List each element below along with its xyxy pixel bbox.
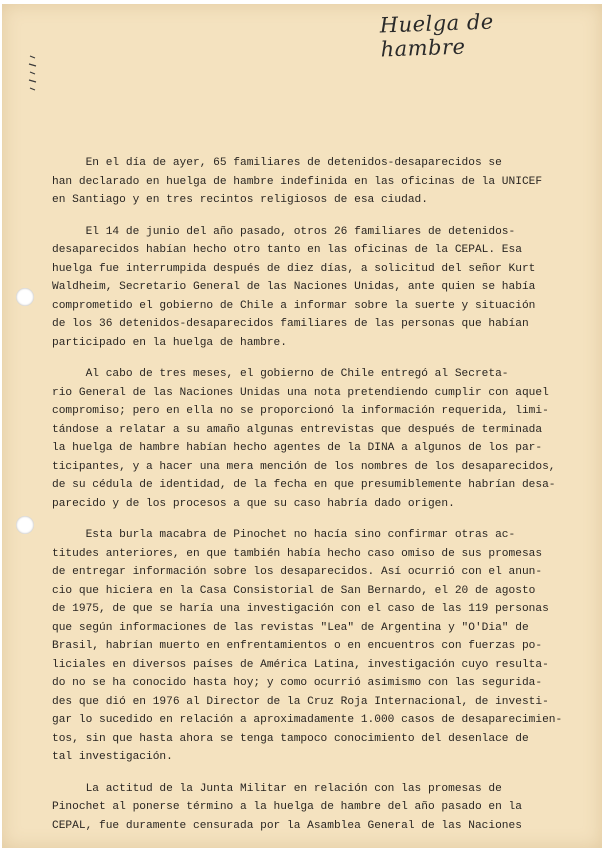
text-line: Waldheim, Secretario General de las Naciones Unidas, ante quien se había — [52, 281, 536, 293]
margin-scribble — [26, 52, 40, 94]
typed-body-text — [52, 154, 563, 848]
text-line: El 14 de junio del año pasado, otros 26 familiares de detenidos- — [52, 225, 516, 238]
text-line: huelga fue interrumpida después de diez días, a solicitud del señor Kurt — [52, 262, 536, 275]
text-line: comprometido el gobierno de Chile a informar sobre la suerte y situación — [52, 299, 536, 312]
text-line: tal investigación. — [52, 751, 173, 763]
text-line: compromiso; pero en ella no se proporcionó la información requerida, limi- — [52, 405, 549, 417]
text-line: la huelga de hambre habían hecho agentes de la DINA a algunos de los par- — [52, 442, 543, 454]
text-line: parecido y de los procesos a que su caso habría dado origen. — [52, 497, 455, 510]
text-line: Pinochet al ponerse término a la huelga de hambre del año pasado en la — [52, 801, 522, 813]
text-line: titudes anteriores, en que también había hecho caso omiso de sus promesas — [52, 547, 543, 560]
text-line: Esta burla macabra de Pinochet no hacía sino confirmar otras ac- — [52, 529, 516, 541]
text-line: des que dió en 1976 al Director de la Cruz Roja Internacional, de investi- — [52, 695, 549, 708]
text-line: de su cédula de identidad, de la fecha en que presumiblemente habrían desa- — [52, 479, 556, 491]
text-line: Brasil, habrían muerto en enfrentamientos o en encuentros con fuerzas po- — [52, 640, 543, 652]
text-line: de 1975, de que se haría una investigación con el caso de las 119 personas — [52, 603, 549, 615]
text-line: han declarado en huelga de hambre indefinida en las oficinas de la UNICEF — [52, 175, 543, 188]
text-line: de entregar información sobre los desaparecidos. Así ocurrió con el anun- — [52, 566, 543, 578]
text-line: liciales en diversos países de América Latina, investigación cuyo resulta- — [52, 658, 549, 671]
handwritten-annotation: Huelga de hambre — [379, 9, 495, 62]
text-line: CEPAL, fue duramente censurada por la Asamblea General de las Naciones — [52, 819, 522, 832]
text-line: En el día de ayer, 65 familiares de detenidos-desaparecidos se — [52, 157, 502, 169]
text-line: tándose a relatar a su amaño algunas entrevistas que después de terminada — [52, 423, 543, 436]
document-page — [2, 4, 602, 848]
text-line: participado en la huelga de hambre. — [52, 336, 287, 349]
text-line: rio General de las Naciones Unidas una nota pretendiendo cumplir con aquel — [52, 386, 549, 399]
text-line: de los 36 detenidos-desaparecidos familiares de las personas que habían — [52, 318, 529, 330]
paragraph — [52, 365, 556, 513]
paragraph — [52, 223, 534, 353]
paragraph — [52, 154, 543, 210]
text-line: La actitud de la Junta Militar en relación con las promesas de — [52, 782, 502, 795]
text-line: gar lo sucedido en relación a aproximadamente 1.000 casos de desaparecimien- — [52, 714, 563, 726]
text-line: Al cabo de tres meses, el gobierno de Chile entregó al Secreta- — [52, 368, 509, 380]
text-line: ticipantes, y a hacer una mera mención de los nombres de los desaparecidos, — [52, 460, 556, 473]
punch-hole — [16, 516, 34, 534]
punch-hole — [16, 288, 34, 306]
paragraph — [52, 526, 563, 767]
text-line: desaparecidos habían hecho otro tanto en las oficinas de la CEPAL. Esa — [52, 244, 522, 256]
paragraph — [52, 780, 534, 836]
text-line: cio que hiciera en la Casa Consistorial de San Bernardo, el 20 de agosto — [52, 584, 536, 597]
text-line: en Santiago y en tres recintos religiosos de esa ciudad. — [52, 194, 428, 206]
text-line: do no se ha conocido hasta hoy; y como ocurrió asimismo con las segurida- — [52, 677, 543, 689]
text-line: que según informaciones de las revistas "Lea" de Argentina y "O'Dia" de — [52, 621, 529, 634]
text-line: tos, sin que hasta ahora se tenga tampoco conocimiento del desenlace de — [52, 732, 529, 745]
